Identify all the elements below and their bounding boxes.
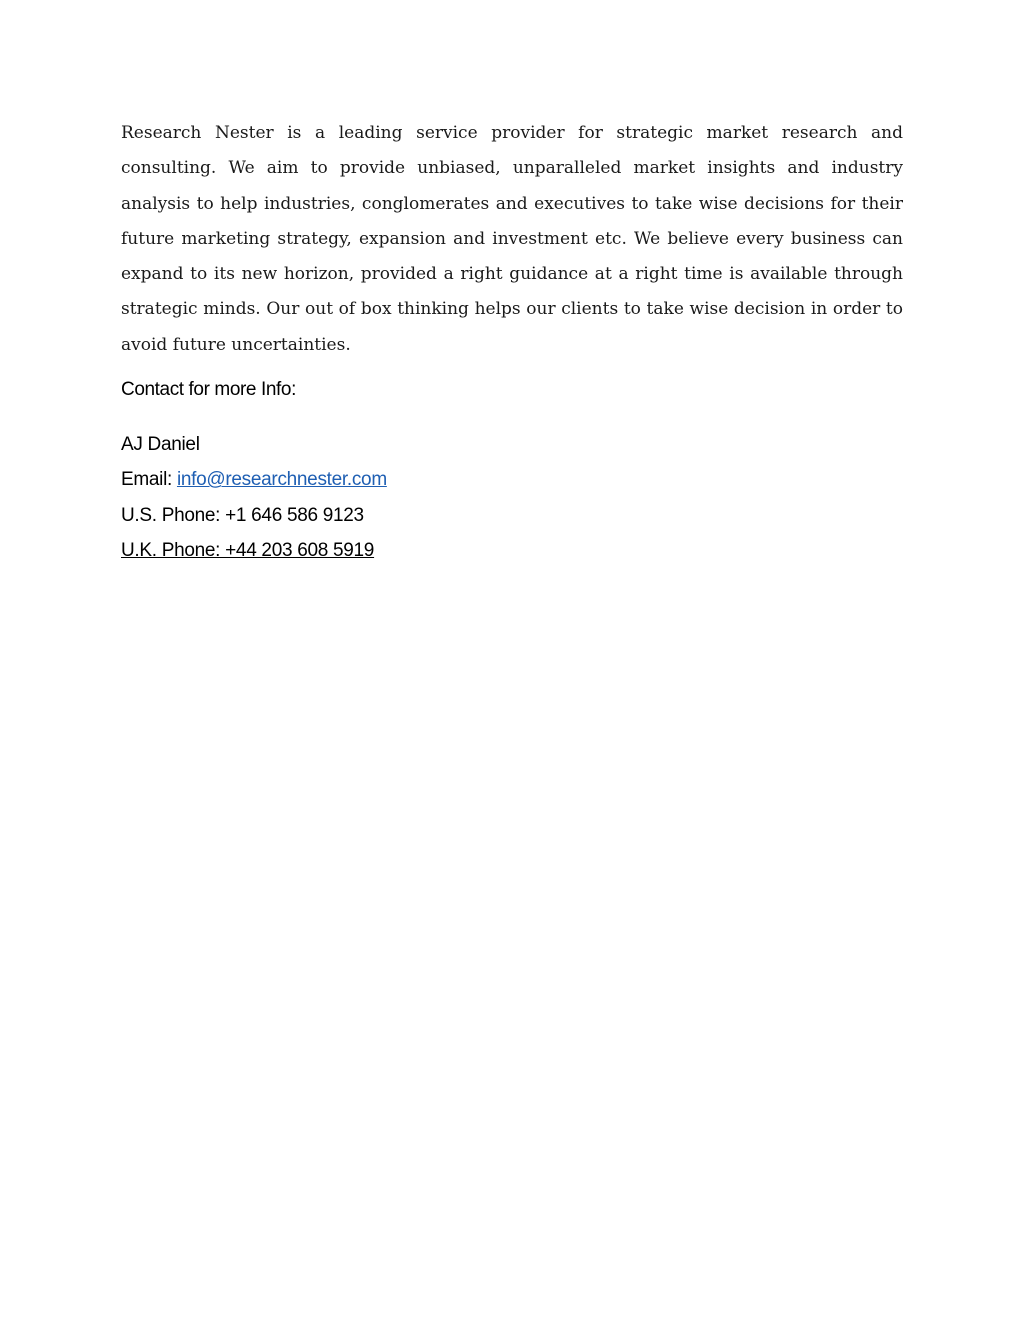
email-label: Email: (121, 469, 177, 491)
email-link[interactable]: info@researchnester.com (176, 469, 387, 491)
contact-heading: Contact for more Info: (121, 379, 296, 400)
uk-phone[interactable]: U.K. Phone: +44 203 608 5919 (121, 539, 375, 561)
email-line (121, 462, 387, 497)
contact-block (121, 427, 387, 568)
us-phone: U.S. Phone: +1 646 586 9123 (121, 504, 364, 526)
intro-paragraph: Research Nester is a leading service provider for strategic market research and consulting. We aim to provide unbiased, unparalleled market insights and industry analysis to help industries, conglomerates and executives to take wise decisions for their future marketing strategy, expansion and investment etc. We believe every business can expand to its new horizon, provided a right guidance at a right time is available through strategic minds. Our out of box thinking helps our clients to take wise decision in order to avoid future uncertainties. (121, 123, 903, 355)
contact-name: AJ Daniel (121, 434, 200, 455)
